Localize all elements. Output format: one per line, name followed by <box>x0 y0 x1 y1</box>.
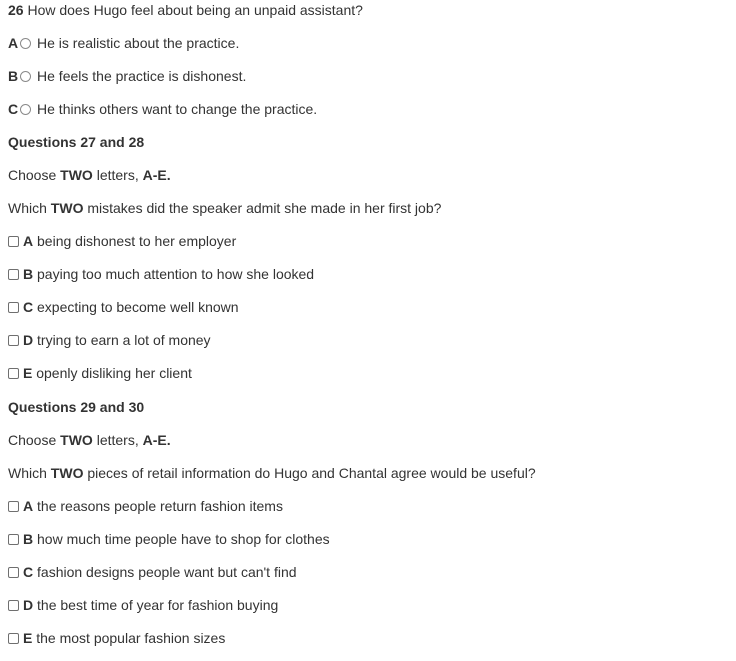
option-letter: E <box>23 365 33 381</box>
question-text: mistakes did the speaker admit she made in her first job? <box>83 200 442 216</box>
q29-option-a[interactable] <box>8 496 283 516</box>
question-number: 26 <box>8 2 24 18</box>
question-text: Which <box>8 465 51 481</box>
checkbox[interactable] <box>8 368 19 379</box>
option-letter: C <box>8 101 19 117</box>
question-emphasis: TWO <box>50 200 84 216</box>
q27-option-e[interactable] <box>8 363 192 383</box>
option-text: openly disliking her client <box>32 365 192 381</box>
radio-button[interactable] <box>20 71 31 82</box>
option-text: the most popular fashion sizes <box>32 630 226 646</box>
q26-option-c[interactable] <box>8 99 317 119</box>
instruction-text: letters, <box>92 167 143 183</box>
option-text: the best time of year for fashion buying <box>33 597 279 613</box>
q27-option-c[interactable] <box>8 297 239 317</box>
option-letter: C <box>23 564 34 580</box>
checkbox[interactable] <box>8 534 19 545</box>
q27-option-d[interactable] <box>8 330 211 350</box>
instruction-text: letters, <box>92 432 143 448</box>
q26-option-b[interactable] <box>8 66 246 86</box>
q27-option-b[interactable] <box>8 264 314 284</box>
option-text: how much time people have to shop for clothes <box>33 531 330 547</box>
checkbox[interactable] <box>8 600 19 611</box>
question-text: How does Hugo feel about being an unpaid assistant? <box>23 2 363 18</box>
instruction-text: Choose <box>8 432 61 448</box>
instruction-emphasis: TWO <box>60 167 93 183</box>
option-text: paying too much attention to how she looked <box>33 266 315 282</box>
checkbox[interactable] <box>8 501 19 512</box>
instruction-range: A-E. <box>142 432 171 448</box>
option-letter: C <box>23 299 34 315</box>
checkbox[interactable] <box>8 335 19 346</box>
instruction-text: Choose <box>8 167 61 183</box>
question-29-30 <box>8 463 536 483</box>
option-text: fashion designs people want but can't find <box>33 564 297 580</box>
option-letter: B <box>23 531 34 547</box>
q29-option-d[interactable] <box>8 595 278 615</box>
option-text: He is realistic about the practice. <box>33 35 240 51</box>
checkbox[interactable] <box>8 236 19 247</box>
option-letter: B <box>8 68 19 84</box>
option-text: He feels the practice is dishonest. <box>33 68 247 84</box>
option-letter: E <box>23 630 33 646</box>
option-letter: B <box>23 266 34 282</box>
section-heading-27-28: Questions 27 and 28 <box>8 134 145 150</box>
option-letter: A <box>23 498 34 514</box>
question-26 <box>8 0 363 20</box>
option-text: expecting to become well known <box>33 299 239 315</box>
option-letter: D <box>23 597 34 613</box>
q27-option-a[interactable] <box>8 231 236 251</box>
option-letter: A <box>8 35 19 51</box>
option-text: being dishonest to her employer <box>33 233 237 249</box>
q26-option-a[interactable] <box>8 33 239 53</box>
option-text: trying to earn a lot of money <box>33 332 211 348</box>
checkbox[interactable] <box>8 269 19 280</box>
radio-button[interactable] <box>20 104 31 115</box>
checkbox[interactable] <box>8 633 19 644</box>
q29-option-e[interactable] <box>8 628 225 648</box>
instruction-27-28 <box>8 165 171 185</box>
question-text: pieces of retail information do Hugo and Chantal agree would be useful? <box>83 465 536 481</box>
instruction-29-30 <box>8 430 171 450</box>
option-letter: A <box>23 233 34 249</box>
section-heading-29-30: Questions 29 and 30 <box>8 399 145 415</box>
checkbox[interactable] <box>8 302 19 313</box>
option-letter: D <box>23 332 34 348</box>
q29-option-b[interactable] <box>8 529 330 549</box>
instruction-emphasis: TWO <box>60 432 93 448</box>
option-text: the reasons people return fashion items <box>33 498 283 514</box>
question-text: Which <box>8 200 51 216</box>
q29-option-c[interactable] <box>8 562 297 582</box>
option-text: He thinks others want to change the practice. <box>33 101 318 117</box>
question-emphasis: TWO <box>50 465 84 481</box>
radio-button[interactable] <box>20 38 31 49</box>
instruction-range: A-E. <box>142 167 171 183</box>
checkbox[interactable] <box>8 567 19 578</box>
question-27-28 <box>8 198 441 218</box>
